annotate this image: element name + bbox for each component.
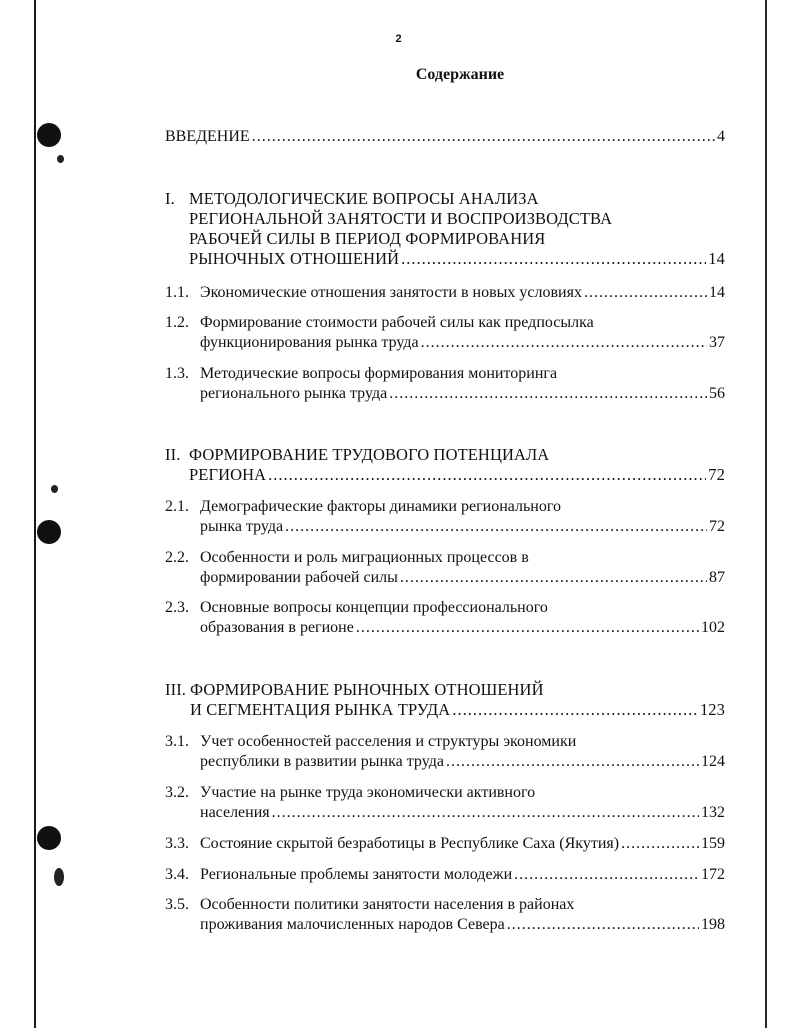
toc-entry-number: 1.1. (165, 284, 189, 301)
toc-entry-title-line: проживания малочисленных народов Севера (200, 916, 505, 933)
dot-leader (389, 384, 707, 404)
toc-entry-title-line: Состояние скрытой безработицы в Республике Саха (Якутия) (200, 835, 620, 852)
punch-hole (37, 520, 61, 544)
toc-page-number: 14 (708, 249, 725, 268)
dot-leader (400, 568, 707, 588)
toc-entry-title: ВВЕДЕНИЕ (165, 128, 250, 145)
toc-entry-title-line: РЫНОЧНЫХ ОТНОШЕНИЙ (189, 249, 400, 268)
toc-entry-title-line: Региональные проблемы занятости молодежи (200, 866, 513, 883)
dot-leader (252, 127, 715, 147)
toc-page-number: 72 (708, 465, 725, 484)
toc-entry-number: 3.3. (165, 835, 189, 852)
toc-section-2-2[interactable] (165, 548, 725, 588)
toc-entry-title-line: Участие на рынке труда экономически активного (200, 784, 536, 801)
dot-leader (446, 752, 699, 772)
toc-entry-title-line: ФОРМИРОВАНИЕ ТРУДОВОГО ПОТЕНЦИАЛА (189, 445, 550, 464)
toc-page-number: 4 (717, 128, 725, 145)
toc-entry-title-line: функционирования рынка труда (200, 334, 419, 351)
toc-page-number: 72 (709, 518, 725, 535)
dot-leader (268, 465, 706, 485)
scan-speck (51, 485, 58, 493)
toc-entry-number: 3.2. (165, 784, 189, 801)
scan-margin-line-left (34, 0, 36, 1028)
toc-entry-title-line: формировании рабочей силы (200, 569, 398, 586)
dot-leader (285, 517, 707, 537)
toc-page-number: 14 (709, 284, 725, 301)
scan-speck (57, 155, 64, 163)
toc-page-number: 124 (701, 753, 725, 770)
toc-entry-title-line: регионального рынка труда (200, 385, 388, 402)
toc-page-number: 172 (701, 866, 725, 883)
punch-hole (37, 826, 61, 850)
toc-entry-number: II. (165, 445, 181, 464)
toc-entry-number: 2.1. (165, 498, 189, 515)
toc-entry-title-line: республики в развитии рынка труда (200, 753, 444, 770)
toc-entry-title-line: Учет особенностей расселения и структуры экономики (200, 733, 577, 750)
page-title: Содержание (415, 66, 505, 83)
toc-page-number: 123 (699, 700, 725, 719)
toc-page-number: 159 (701, 835, 725, 852)
toc-chapter-1[interactable] (165, 189, 725, 269)
toc-entry-title-line: Формирование стоимости рабочей силы как предпосылка (200, 314, 594, 331)
toc-entry-number: I. (165, 189, 175, 208)
toc-page-number: 87 (709, 569, 725, 586)
toc-entry-intro[interactable] (165, 127, 725, 147)
toc-chapter-2[interactable] (165, 445, 725, 485)
toc-entry-title-line: образования в регионе (200, 619, 354, 636)
toc-entry-title-line: Основные вопросы концепции профессионального (200, 599, 548, 616)
scan-margin-line-right (765, 0, 767, 1028)
toc-entry-title-line: Экономические отношения занятости в новых условиях (200, 284, 582, 301)
dot-leader (507, 915, 699, 935)
toc-entry-number: 2.2. (165, 549, 189, 566)
dot-leader (272, 803, 699, 823)
toc-entry-title-line: Демографические факторы динамики регионального (200, 498, 562, 515)
dot-leader (621, 834, 699, 854)
toc-entry-number: 2.3. (165, 599, 189, 616)
dot-leader (452, 700, 698, 720)
toc-entry-title-line: РЕГИОНАЛЬНОЙ ЗАНЯТОСТИ И ВОСПРОИЗВОДСТВА (189, 209, 613, 228)
dot-leader (421, 333, 707, 353)
toc-entry-number: III. (165, 680, 187, 699)
toc-section-1-1[interactable] (165, 283, 725, 303)
toc-entry-title-line: Особенности политики занятости населения в районах (200, 896, 575, 913)
dot-leader (584, 283, 707, 303)
toc-entry-title-line: Особенности и роль миграционных процессов в (200, 549, 529, 566)
toc-section-3-4[interactable] (165, 865, 725, 885)
punch-hole (37, 123, 61, 147)
toc-section-2-3[interactable] (165, 598, 725, 638)
page-number: 2 (395, 33, 402, 45)
toc-entry-number: 1.2. (165, 314, 189, 331)
toc-page-number: 198 (701, 916, 725, 933)
toc-section-3-2[interactable] (165, 783, 725, 823)
toc-page-number: 37 (709, 334, 725, 351)
toc-section-3-5[interactable] (165, 895, 725, 935)
dot-leader (514, 865, 699, 885)
toc-section-3-1[interactable] (165, 732, 725, 772)
toc-entry-title-line: ФОРМИРОВАНИЕ РЫНОЧНЫХ ОТНОШЕНИЙ (190, 680, 544, 699)
scan-speck (54, 868, 64, 886)
toc-page-number: 56 (709, 385, 725, 402)
toc-page-number: 102 (701, 619, 725, 636)
toc-entry-title-line: И СЕГМЕНТАЦИЯ РЫНКА ТРУДА (190, 700, 451, 719)
toc-entry-title-line: рынка труда (200, 518, 284, 535)
toc-entry-number: 3.1. (165, 733, 189, 750)
toc-entry-number: 1.3. (165, 365, 189, 382)
toc-chapter-3[interactable] (165, 680, 725, 720)
toc-entry-number: 3.4. (165, 866, 189, 883)
dot-leader (356, 618, 699, 638)
dot-leader (401, 249, 706, 269)
toc-entry-title-line: РЕГИОНА (189, 465, 267, 484)
toc-entry-title-line: МЕТОДОЛОГИЧЕСКИЕ ВОПРОСЫ АНАЛИЗА (189, 189, 539, 208)
toc-page-number: 132 (701, 804, 725, 821)
toc-section-2-1[interactable] (165, 497, 725, 537)
toc-section-3-3[interactable] (165, 834, 725, 854)
toc-entry-title-line: РАБОЧЕЙ СИЛЫ В ПЕРИОД ФОРМИРОВАНИЯ (189, 229, 546, 248)
toc-entry-title-line: населения (200, 804, 270, 821)
toc-entry-number: 3.5. (165, 896, 189, 913)
toc-section-1-2[interactable] (165, 313, 725, 353)
toc-entry-title-line: Методические вопросы формирования мониторинга (200, 365, 558, 382)
toc-section-1-3[interactable] (165, 364, 725, 404)
